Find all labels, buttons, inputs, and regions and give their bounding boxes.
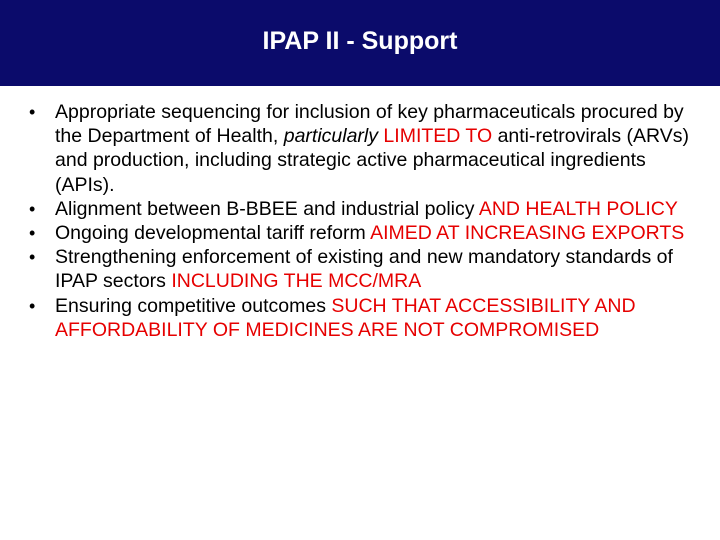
bullet-text: Ensuring competitive outcomes [55,294,332,317]
bullet-item-alignment [0,197,700,221]
bullet-list [0,100,700,342]
bullet-emphasis-text: LIMITED TO [378,125,493,148]
bullet-item-competitive-outcomes [0,294,700,342]
slide-title: IPAP II - Support [262,26,458,55]
bullet-text-continued: anti-retrovirals (ARVs) and production, including strategic active pharmaceutical ingredients (APIs). [55,125,690,196]
bullet-dot-icon: • [29,295,36,316]
bullet-item-enforcement [0,245,700,293]
title-bar [0,0,720,86]
bullet-dot-icon: • [29,198,36,219]
bullet-emphasis-text: AND HEALTH POLICY [478,197,678,220]
bullet-emphasis-text: SUCH THAT ACCESSIBILITY AND AFFORDABILITY OF MEDICINES ARE NOT COMPROMISED [55,294,636,341]
bullet-emphasis-text: INCLUDING THE MCC/MRA [171,270,422,293]
bullet-dot-icon: • [29,102,36,122]
bullet-italic-text: particularly [283,125,379,148]
bullet-text: Ongoing developmental tariff reform [55,222,371,245]
bullet-dot-icon: • [29,223,36,244]
bullet-text: Appropriate sequencing for inclusion of key pharmaceuticals procured by the Department of Health, [55,101,684,148]
bullet-text: Strengthening enforcement of existing and new mandatory standards of IPAP sectors [55,246,673,293]
bullet-emphasis-text: AIMED AT INCREASING EXPORTS [370,222,685,245]
bullet-item-tariff-reform [0,221,700,245]
bullet-text: Alignment between B-BBEE and industrial policy [55,197,479,220]
bullet-item-sequencing [0,100,700,197]
bullet-dot-icon: • [29,247,36,268]
